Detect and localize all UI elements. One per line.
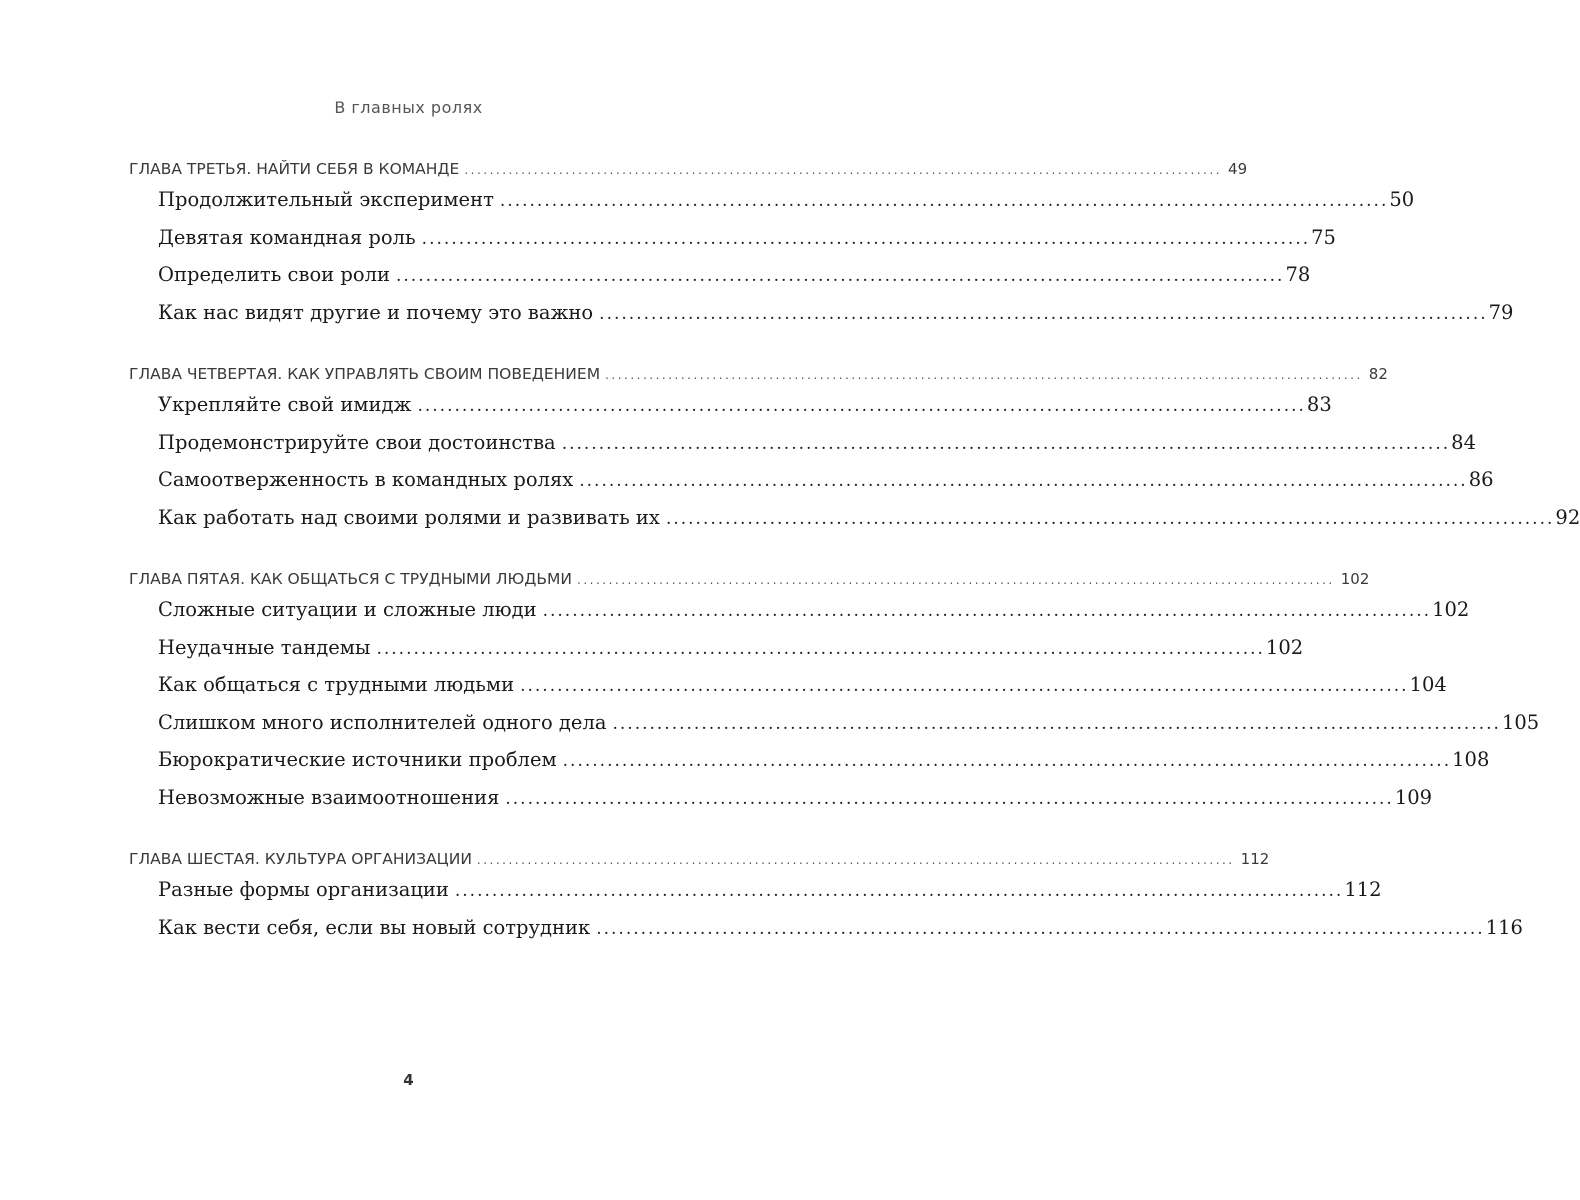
entry-page-number: 92 bbox=[1555, 505, 1580, 529]
dot-leader: ........................................................................................................................ bbox=[579, 471, 1468, 491]
toc-entry[interactable] bbox=[158, 915, 1523, 954]
toc-entry[interactable] bbox=[158, 785, 1433, 824]
toc-entry[interactable] bbox=[158, 710, 1540, 749]
dot-leader: ........................................................................................................................ bbox=[464, 163, 1223, 177]
entry-page-number: 108 bbox=[1452, 748, 1490, 771]
chapter-page-number: 102 bbox=[1340, 570, 1370, 588]
toc-entry[interactable] bbox=[158, 468, 1494, 506]
toc-entry[interactable] bbox=[158, 393, 1332, 431]
chapter-title: ГЛАВА ТРЕТЬЯ. НАЙТИ СЕБЯ В КОМАНДЕ bbox=[129, 160, 460, 178]
entry-page-number: 104 bbox=[1409, 673, 1447, 696]
toc-entry[interactable] bbox=[158, 188, 1415, 226]
dot-leader: ........................................................................................................................ bbox=[421, 228, 1311, 249]
entry-page-number: 79 bbox=[1488, 300, 1514, 324]
dot-leader: ........................................................................................................................ bbox=[665, 508, 1555, 529]
entry-title: Продолжительный эксперимент bbox=[158, 188, 494, 211]
entry-page-number: 75 bbox=[1311, 225, 1336, 249]
dot-leader: ........................................................................................................................ bbox=[476, 853, 1235, 867]
toc-entry[interactable] bbox=[158, 635, 1304, 674]
dot-leader: ........................................................................................................................ bbox=[376, 638, 1265, 659]
entry-page-number: 83 bbox=[1306, 393, 1332, 416]
chapter-page-number: 82 bbox=[1368, 365, 1388, 383]
toc-entry[interactable] bbox=[158, 878, 1382, 916]
chapter-6 bbox=[129, 850, 1523, 953]
chapter-title: ГЛАВА ШЕСТАЯ. КУЛЬТУРА ОРГАНИЗАЦИИ bbox=[129, 850, 472, 868]
entry-page-number: 109 bbox=[1394, 785, 1433, 809]
entry-title: Неудачные тандемы bbox=[158, 635, 371, 659]
entry-page-number: 78 bbox=[1285, 263, 1311, 286]
dot-leader: ........................................................................................................................ bbox=[499, 191, 1389, 211]
chapter-title: ГЛАВА ПЯТАЯ. КАК ОБЩАТЬСЯ С ТРУДНЫМИ ЛЮДЬМИ bbox=[129, 570, 572, 588]
dot-leader: ........................................................................................................................ bbox=[505, 788, 1394, 809]
dot-leader: ........................................................................................................................ bbox=[520, 676, 1409, 696]
dot-leader: ........................................................................................................................ bbox=[599, 303, 1488, 324]
dot-leader: ........................................................................................................................ bbox=[454, 881, 1344, 901]
entry-title: Продемонстрируйте свои достоинства bbox=[158, 430, 556, 454]
toc-entry[interactable] bbox=[158, 300, 1514, 339]
chapter-4 bbox=[129, 365, 1580, 543]
entry-title: Определить свои роли bbox=[158, 263, 390, 286]
chapter-heading[interactable] bbox=[129, 365, 1388, 393]
chapter-page-number: 49 bbox=[1228, 160, 1248, 178]
entry-page-number: 105 bbox=[1501, 710, 1540, 734]
toc-entry[interactable] bbox=[158, 263, 1311, 301]
entry-title: Девятая командная роль bbox=[158, 225, 416, 249]
page-number: 4 bbox=[403, 1071, 414, 1089]
running-head: В главных ролях bbox=[334, 98, 483, 117]
entry-title: Самоотверженность в командных ролях bbox=[158, 468, 574, 491]
toc-entry[interactable] bbox=[158, 748, 1490, 786]
entry-page-number: 102 bbox=[1265, 635, 1304, 659]
toc-entry[interactable] bbox=[158, 505, 1580, 544]
entry-page-number: 50 bbox=[1389, 188, 1415, 211]
dot-leader: ........................................................................................................................ bbox=[417, 396, 1306, 416]
chapter-heading[interactable] bbox=[129, 160, 1248, 188]
entry-page-number: 84 bbox=[1451, 430, 1476, 454]
entry-title: Как нас видят другие и почему это важно bbox=[158, 300, 594, 324]
entry-title: Как общаться с трудными людьми bbox=[158, 673, 515, 696]
chapter-3 bbox=[129, 160, 1514, 338]
toc-entry[interactable] bbox=[158, 673, 1447, 711]
chapter-heading[interactable] bbox=[129, 850, 1270, 878]
chapter-page-number: 112 bbox=[1240, 850, 1270, 868]
dot-leader: ........................................................................................................................ bbox=[561, 433, 1451, 454]
entry-title: Разные формы организации bbox=[158, 878, 449, 901]
table-of-contents bbox=[129, 160, 1580, 980]
dot-leader: ........................................................................................................................ bbox=[562, 751, 1452, 771]
dot-leader: ........................................................................................................................ bbox=[612, 713, 1501, 734]
entry-title: Сложные ситуации и сложные люди bbox=[158, 598, 537, 621]
entry-page-number: 102 bbox=[1432, 598, 1470, 621]
entry-title: Невозможные взаимоотношения bbox=[158, 785, 500, 809]
toc-entry[interactable] bbox=[158, 430, 1476, 469]
entry-page-number: 86 bbox=[1468, 468, 1494, 491]
entry-title: Бюрократические источники проблем bbox=[158, 748, 557, 771]
toc-entry[interactable] bbox=[158, 598, 1470, 636]
chapter-5 bbox=[129, 570, 1540, 823]
chapter-heading[interactable] bbox=[129, 570, 1370, 598]
chapter-title: ГЛАВА ЧЕТВЕРТАЯ. КАК УПРАВЛЯТЬ СВОИМ ПОВЕДЕНИЕМ bbox=[129, 365, 601, 383]
dot-leader: ........................................................................................................................ bbox=[605, 368, 1363, 382]
entry-title: Слишком много исполнителей одного дела bbox=[158, 710, 607, 734]
dot-leader: ........................................................................................................................ bbox=[577, 573, 1335, 587]
entry-page-number: 116 bbox=[1485, 915, 1523, 939]
entry-page-number: 112 bbox=[1344, 878, 1382, 901]
dot-leader: ........................................................................................................................ bbox=[596, 918, 1485, 939]
toc-entry[interactable] bbox=[158, 225, 1336, 264]
entry-title: Как работать над своими ролями и развивать их bbox=[158, 505, 660, 529]
entry-title: Как вести себя, если вы новый сотрудник bbox=[158, 915, 591, 939]
dot-leader: ........................................................................................................................ bbox=[395, 266, 1285, 286]
dot-leader: ........................................................................................................................ bbox=[542, 601, 1432, 621]
entry-title: Укрепляйте свой имидж bbox=[158, 393, 412, 416]
